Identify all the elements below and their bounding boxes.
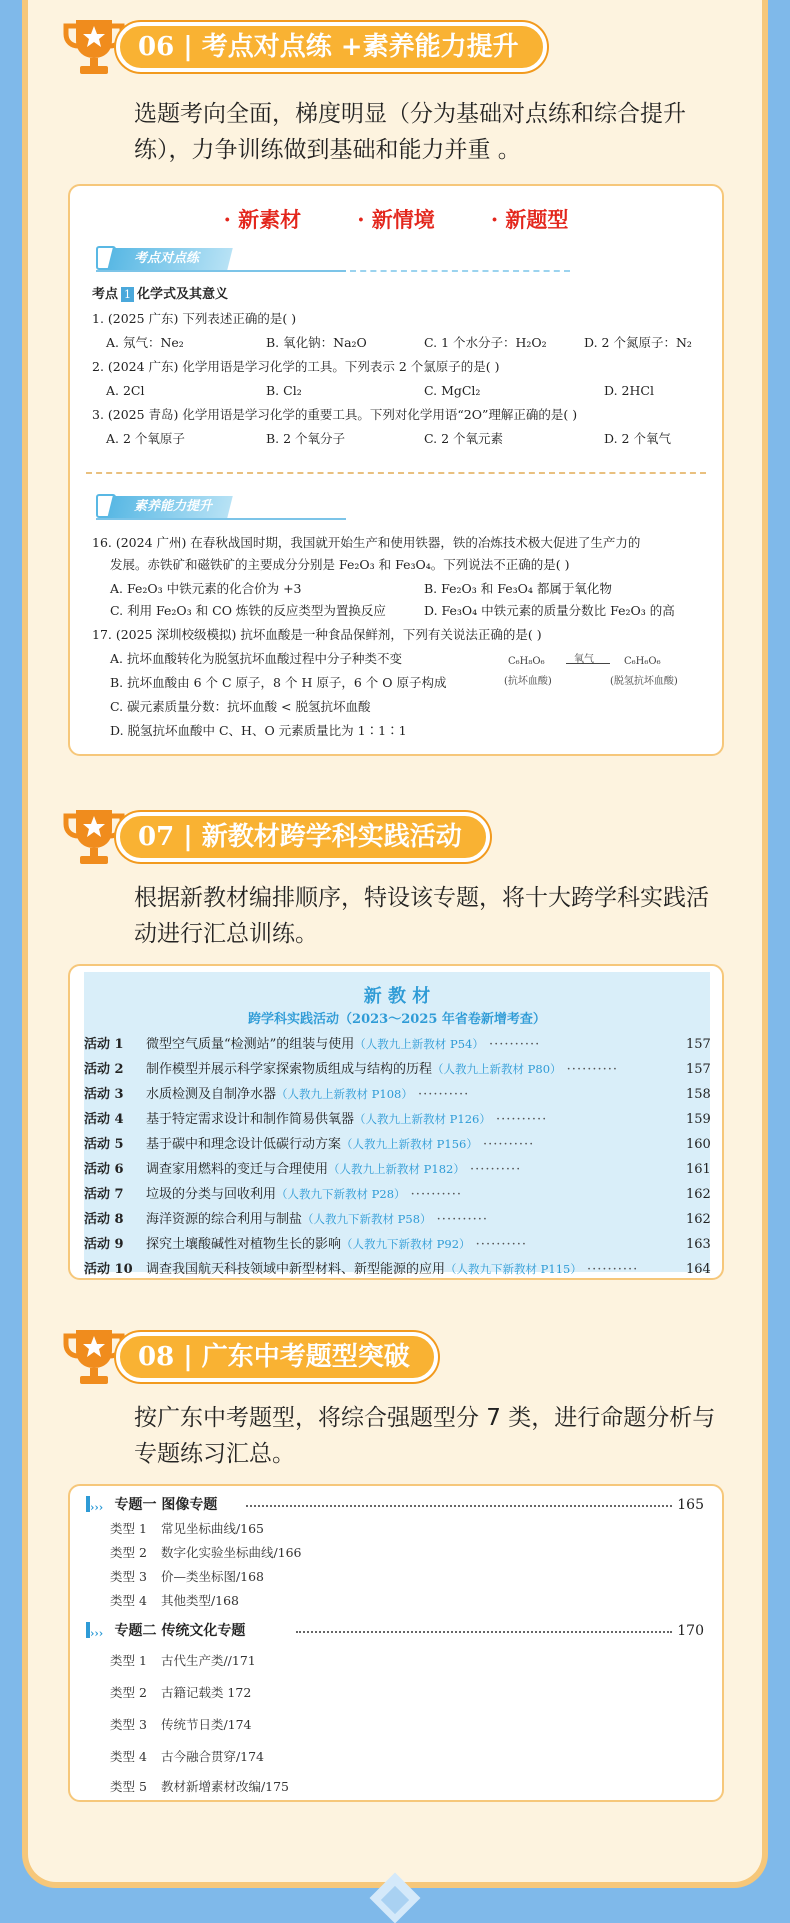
q2-option-a: A. 2Cl xyxy=(106,383,145,398)
section-08-intro: 按广东中考题型，将综合强题型分 7 类，进行命题分析与专题练习汇总。 xyxy=(134,1405,716,1467)
reaction-diagram xyxy=(504,654,704,698)
topic-page: 165 xyxy=(677,1497,704,1513)
dot-leader: ·········· xyxy=(581,1262,639,1277)
table-title: 新 教 材 xyxy=(363,986,431,1007)
topic-marker-icon: ››› xyxy=(86,1622,110,1638)
dot-leader: ·········· xyxy=(483,1037,541,1052)
activity-row xyxy=(84,1132,710,1157)
knowledge-point-heading: 考点 1 化学式及其意义 xyxy=(92,287,229,302)
question-16-line-2: 发展。赤铁矿和磁铁矿的主要成分分别是 Fe₂O₃ 和 Fe₃O₄。下列说法不正确的是( ) xyxy=(110,557,570,572)
q16-option-b: B. Fe₂O₃ 和 Fe₃O₄ 都属于氧化物 xyxy=(424,581,612,596)
type-row: 类型 2 数字化实验坐标曲线/166 xyxy=(110,1545,302,1560)
activity-title: 微型空气质量“检测站”的组装与使用（人教九上新教材 P54） ·········· xyxy=(146,1037,541,1052)
tag-new-context: · 新情境 xyxy=(357,207,435,232)
reactant-name: (抗坏血酸) xyxy=(504,676,552,687)
q2-option-d: D. 2HCl xyxy=(604,383,654,398)
tag-new-question-type: · 新题型 xyxy=(490,207,569,232)
activity-source: （人教九下新教材 P92） xyxy=(341,1237,471,1251)
activity-number: 活动 10 xyxy=(84,1262,133,1277)
q16-option-a: A. Fe₂O₃ 中铁元素的化合价为 +3 xyxy=(110,581,302,596)
dot-leader: ·········· xyxy=(464,1162,522,1177)
topic-page: 170 xyxy=(677,1623,704,1639)
activity-row xyxy=(84,1057,710,1082)
activity-source: （人教九上新教材 P54） xyxy=(354,1037,484,1051)
activity-number: 活动 3 xyxy=(84,1087,124,1102)
type-row: 类型 1 古代生产类//171 xyxy=(110,1653,256,1668)
activity-source: （人教九上新教材 P126） xyxy=(354,1112,491,1126)
dot-leader: ·········· xyxy=(405,1187,463,1202)
subsection-label: 考点对点练 xyxy=(134,251,200,266)
question-16-line-1: 16. (2024 广州) 在春秋战国时期，我国就开始生产和使用铁器，铁的冶炼技术极大促进了生产力的 xyxy=(92,535,641,550)
q17-option-a: A. 抗坏血酸转化为脱氢抗坏血酸过程中分子种类不变 xyxy=(110,651,402,666)
dot-leader xyxy=(296,1631,672,1633)
section-07-intro: 根据新教材编排顺序，特设该专题，将十大跨学科实践活动进行汇总训练。 xyxy=(134,885,709,947)
topic-name: 专题一 图像专题 xyxy=(114,1497,218,1513)
section-07-activity-table xyxy=(68,964,724,1280)
activity-number: 活动 9 xyxy=(84,1237,124,1252)
activity-title: 调查我国航天科技领域中新型材料、新型能源的应用（人教九下新教材 P115） ·········· xyxy=(146,1262,639,1277)
product-formula: C₆H₆O₆ xyxy=(624,656,661,667)
dashed-rule xyxy=(350,270,570,272)
topic-name: 专题二 传统文化专题 xyxy=(114,1623,246,1639)
type-row: 类型 5 教材新增素材改编/175 xyxy=(110,1779,290,1794)
q1-option-b: B. 氧化钠：Na₂O xyxy=(266,335,367,350)
q17-option-c: C. 碳元素质量分数：抗坏血酸 < 脱氢抗坏血酸 xyxy=(110,699,371,714)
section-06-intro: 选题考向全面，梯度明显（分为基础对点练和综合提升练），力争训练做到基础和能力并重 。 xyxy=(134,101,686,163)
activity-row xyxy=(84,1232,710,1257)
activity-page: 164 xyxy=(686,1262,711,1277)
activity-row xyxy=(84,1257,710,1282)
topic-row xyxy=(86,1620,706,1642)
activity-title: 探究土壤酸碱性对植物生长的影响（人教九下新教材 P92） ·········· xyxy=(146,1237,528,1252)
question-1: 1. (2025 广东) 下列表述正确的是( ) xyxy=(92,311,297,326)
activity-source: （人教九上新教材 P182） xyxy=(328,1162,465,1176)
q17-option-b: B. 抗坏血酸由 6 个 C 原子，8 个 H 原子，6 个 O 原子构成 xyxy=(110,675,447,690)
type-row: 类型 2 古籍记载类 172 xyxy=(110,1685,252,1700)
feature-tags xyxy=(70,204,722,234)
type-row: 类型 3 传统节日类/174 xyxy=(110,1717,252,1732)
activity-page: 160 xyxy=(686,1137,711,1152)
activity-source: （人教九下新教材 P58） xyxy=(302,1212,432,1226)
q1-option-c: C. 1 个水分子：H₂O₂ xyxy=(424,335,547,350)
dot-leader: ·········· xyxy=(470,1237,528,1252)
dot-leader: ·········· xyxy=(477,1137,535,1152)
dot-leader: ·········· xyxy=(431,1212,489,1227)
activity-number: 活动 2 xyxy=(84,1062,124,1077)
activity-title: 垃圾的分类与回收利用（人教九下新教材 P28） ·········· xyxy=(146,1187,463,1202)
reaction-arrow xyxy=(566,663,610,664)
topic-marker-icon: ››› xyxy=(86,1496,110,1512)
reaction-condition: 氧气 xyxy=(574,654,594,665)
activity-source: （人教九上新教材 P108） xyxy=(276,1087,413,1101)
activity-row xyxy=(84,1207,710,1232)
activity-row xyxy=(84,1032,710,1057)
type-row: 类型 1 常见坐标曲线/165 xyxy=(110,1521,265,1536)
activity-source: （人教九下新教材 P115） xyxy=(445,1262,582,1276)
question-3: 3. (2025 青岛) 化学用语是学习化学的重要工具。下列对化学用语“2O”理解正确的是( ) xyxy=(92,407,578,422)
subsection-bar-point-practice xyxy=(96,248,346,272)
activity-row xyxy=(84,1182,710,1207)
subsection-bar-ability xyxy=(96,496,346,520)
type-row: 类型 4 其他类型/168 xyxy=(110,1593,240,1608)
question-2: 2. (2024 广东) 化学用语是学习化学的工具。下列表示 2 个氯原子的是( ) xyxy=(92,359,500,374)
activity-page: 162 xyxy=(686,1212,711,1227)
activity-number: 活动 1 xyxy=(84,1037,124,1052)
type-row: 类型 3 价—类坐标图/168 xyxy=(110,1569,265,1584)
q2-option-b: B. Cl₂ xyxy=(266,383,302,398)
activity-title: 制作模型并展示科学家探索物质组成与结构的历程（人教九上新教材 P80） ·········· xyxy=(146,1062,619,1077)
activity-row xyxy=(84,1107,710,1132)
activity-title: 海洋资源的综合利用与制盐（人教九下新教材 P58） ·········· xyxy=(146,1212,489,1227)
activity-number: 活动 8 xyxy=(84,1212,124,1227)
reactant-formula: C₆H₈O₆ xyxy=(508,656,545,667)
tag-new-material: · 新素材 xyxy=(223,207,302,232)
activity-page: 159 xyxy=(686,1112,711,1127)
dot-leader xyxy=(246,1505,672,1507)
activity-page: 162 xyxy=(686,1187,711,1202)
q16-option-d: D. Fe₃O₄ 中铁元素的质量分数比 Fe₂O₃ 的高 xyxy=(424,603,675,618)
activity-source: （人教九上新教材 P156） xyxy=(341,1137,478,1151)
activity-row xyxy=(84,1082,710,1107)
type-row: 类型 4 古今融合贯穿/174 xyxy=(110,1749,265,1764)
section-06-title: 06 | 考点对点练 +素养能力提升 xyxy=(116,22,547,72)
section-06-sample-page xyxy=(68,184,724,756)
activity-page: 158 xyxy=(686,1087,711,1102)
section-07-title: 07 | 新教材跨学科实践活动 xyxy=(116,812,490,862)
dot-leader: ·········· xyxy=(561,1062,619,1077)
q3-option-c: C. 2 个氧元素 xyxy=(424,431,503,446)
q3-option-a: A. 2 个氧原子 xyxy=(106,431,185,446)
dot-leader: ·········· xyxy=(412,1087,470,1102)
activity-page: 161 xyxy=(686,1162,711,1177)
q16-option-c: C. 利用 Fe₂O₃ 和 CO 炼铁的反应类型为置换反应 xyxy=(110,603,386,618)
section-08-topic-list xyxy=(68,1484,724,1802)
activity-table-background xyxy=(84,972,711,1277)
activity-number: 活动 4 xyxy=(84,1112,124,1127)
activity-title: 水质检测及自制净水器（人教九上新教材 P108） ·········· xyxy=(146,1087,470,1102)
activity-title: 基于特定需求设计和制作简易供氧器（人教九上新教材 P126） ·········· xyxy=(146,1112,548,1127)
q17-option-d: D. 脱氢抗坏血酸中 C、H、O 元素质量比为 1∶1∶1 xyxy=(110,723,407,738)
table-subtitle: 跨学科实践活动（2023～2025 年省卷新增考查） xyxy=(248,1012,546,1027)
q1-option-d: D. 2 个氮原子：N₂ xyxy=(584,335,692,350)
activity-page: 163 xyxy=(686,1237,711,1252)
activity-page: 157 xyxy=(686,1062,711,1077)
q3-option-b: B. 2 个氧分子 xyxy=(266,431,346,446)
activity-source: （人教九下新教材 P28） xyxy=(276,1187,406,1201)
activity-row xyxy=(84,1157,710,1182)
q3-option-d: D. 2 个氧气 xyxy=(604,431,671,446)
section-divider xyxy=(86,472,706,474)
product-name: (脱氢抗坏血酸) xyxy=(610,676,678,687)
activity-number: 活动 6 xyxy=(84,1162,124,1177)
activity-number: 活动 5 xyxy=(84,1137,124,1152)
dot-leader: ·········· xyxy=(490,1112,548,1127)
activity-title: 基于碳中和理念设计低碳行动方案（人教九上新教材 P156） ·········· xyxy=(146,1137,535,1152)
activity-source: （人教九上新教材 P80） xyxy=(432,1062,562,1076)
activity-number: 活动 7 xyxy=(84,1187,124,1202)
q2-option-c: C. MgCl₂ xyxy=(424,383,481,398)
activity-title: 调查家用燃料的变迁与合理使用（人教九上新教材 P182） ·········· xyxy=(146,1162,522,1177)
activity-page: 157 xyxy=(686,1037,711,1052)
section-08-title: 08 | 广东中考题型突破 xyxy=(116,1332,438,1382)
topic-row xyxy=(86,1494,706,1516)
q1-option-a: A. 氖气：Ne₂ xyxy=(106,335,184,350)
question-17: 17. (2025 深圳校级模拟) 抗坏血酸是一种食品保鲜剂，下列有关说法正确的是( ) xyxy=(92,627,542,642)
subsection-label: 素养能力提升 xyxy=(134,499,213,514)
